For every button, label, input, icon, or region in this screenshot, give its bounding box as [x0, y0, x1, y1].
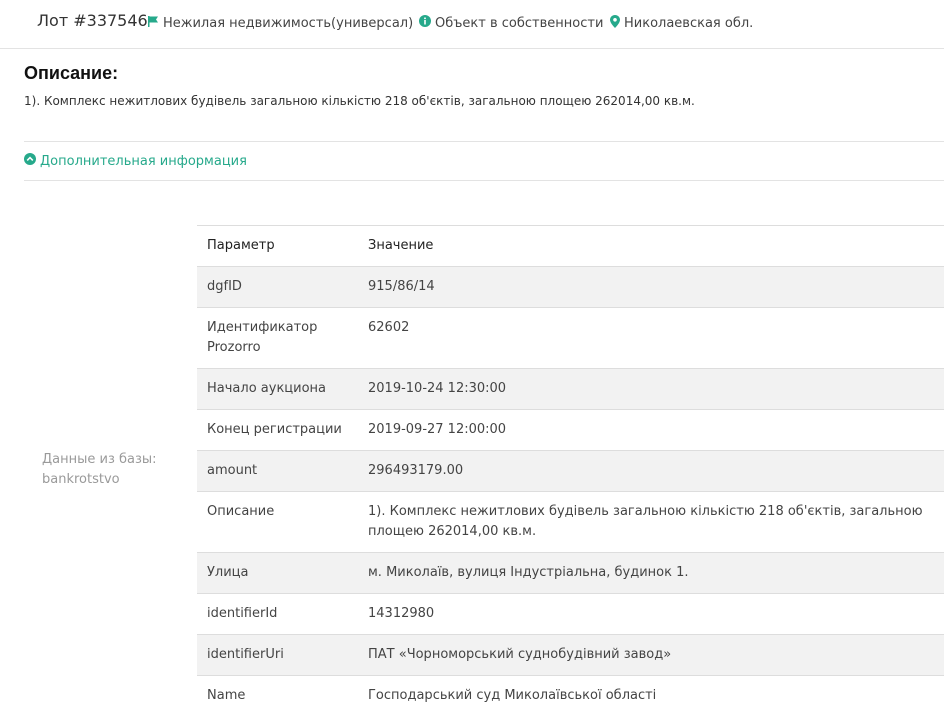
- table-row: [197, 594, 944, 635]
- table-row: [197, 676, 944, 717]
- param-cell: dgfID: [197, 267, 358, 308]
- table-header-row: [197, 226, 944, 267]
- value-cell: 1). Комплекс нежитлових будівель загальною кількістю 218 об'єктів, загальною площею 262014,00 кв.м.: [358, 492, 944, 553]
- param-cell: Улица: [197, 553, 358, 594]
- value-cell: 296493179.00: [358, 451, 944, 492]
- chevron-up-circle-icon: [24, 153, 36, 169]
- table-row: [197, 553, 944, 594]
- data-source-label: [42, 450, 182, 490]
- region-label: Николаевская обл.: [624, 16, 754, 31]
- column-header-param: Параметр: [197, 226, 358, 267]
- value-cell: 2019-10-24 12:30:00: [358, 369, 944, 410]
- value-cell: 915/86/14: [358, 267, 944, 308]
- category-label: Нежилая недвижимость(универсал): [163, 15, 414, 31]
- info-icon: [419, 15, 431, 31]
- table-row: [197, 492, 944, 553]
- ownership-label: Объект в собственности: [435, 15, 604, 31]
- column-header-value: Значение: [358, 226, 944, 267]
- value-cell: ПАТ «Чорноморський суднобудівний завод»: [358, 635, 944, 676]
- param-cell: amount: [197, 451, 358, 492]
- lot-header: [0, 0, 944, 49]
- value-cell: 62602: [358, 308, 944, 369]
- param-cell: Name: [197, 676, 358, 717]
- table-row: [197, 451, 944, 492]
- table-row: [197, 635, 944, 676]
- param-cell: Описание: [197, 492, 358, 553]
- parameters-table: [197, 225, 944, 716]
- table-row: [197, 410, 944, 451]
- value-cell: Господарський суд Миколаївської області: [358, 676, 944, 717]
- map-marker-icon: [610, 15, 620, 32]
- divider: [24, 180, 944, 181]
- table-row: [197, 308, 944, 369]
- ownership-info: [419, 15, 603, 31]
- value-cell: 2019-09-27 12:00:00: [358, 410, 944, 451]
- divider: [24, 141, 944, 142]
- param-cell: identifierId: [197, 594, 358, 635]
- more-info-toggle[interactable]: [24, 153, 247, 169]
- lot-title: Лот #337546: [37, 11, 148, 30]
- table-row: [197, 267, 944, 308]
- category-info: [147, 15, 413, 31]
- description-text: 1). Комплекс нежитлових будівель загальною кількістю 218 об'єктів, загальною площею 262014,00 кв.м.: [24, 94, 695, 108]
- more-info-label: Дополнительная информация: [40, 153, 247, 169]
- flag-icon: [147, 15, 159, 31]
- description-heading: Описание:: [24, 63, 119, 83]
- data-source-name: bankrotstvo: [42, 472, 120, 487]
- param-cell: identifierUri: [197, 635, 358, 676]
- value-cell: м. Миколаїв, вулиця Індустріальна, будинок 1.: [358, 553, 944, 594]
- table-row: [197, 369, 944, 410]
- param-cell: Конец регистрации: [197, 410, 358, 451]
- data-source-title: Данные из базы:: [42, 452, 157, 467]
- region-info: [610, 15, 753, 32]
- value-cell: 14312980: [358, 594, 944, 635]
- param-cell: Идентификатор Prozorro: [197, 308, 358, 369]
- param-cell: Начало аукциона: [197, 369, 358, 410]
